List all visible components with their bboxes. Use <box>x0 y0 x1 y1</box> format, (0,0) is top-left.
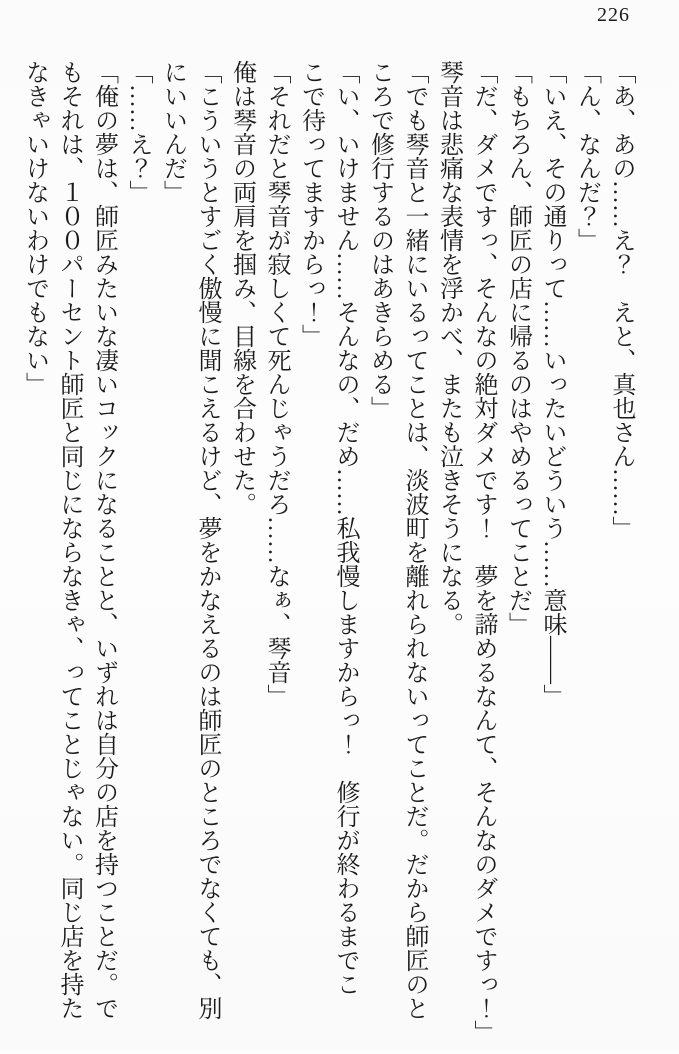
text-line: もそれは、１００パーセント師匠と同じにならなきゃ、ってことじゃない。同じ店を持た <box>56 60 82 1020</box>
text-line: 「あ、あの……え？ えと、真也さん……」 <box>608 60 634 540</box>
text-line: 「……え？」 <box>125 60 151 204</box>
text-line: なきゃいけないわけでもない」 <box>21 60 48 396</box>
text-line: 「こういうとすごく傲慢に聞こえるけど、夢をかなえるのは師匠のところでなくても、別 <box>194 60 220 1020</box>
text-area <box>16 60 638 1054</box>
page-number: 226 <box>597 4 630 26</box>
text-line: 俺は琴音の両肩を掴み、目線を合わせた。 <box>228 60 255 516</box>
text-line: 「いえ、その通りって……いったいどういう……意味――」 <box>539 60 565 708</box>
text-line: 「それだと琴音が寂しくて死んじゃうだろ……なぁ、琴音」 <box>263 60 289 708</box>
text-line: 「ん、なんだ？」 <box>573 60 600 252</box>
text-line: 琴音は悲痛な表情を浮かべ、またも泣きそうになる。 <box>435 60 462 636</box>
text-line: ころで修行するのはあきらめる」 <box>366 60 393 420</box>
text-line: 「俺の夢は、師匠みたいな凄いコックになることと、いずれは自分の店を持つことだ。で <box>90 60 117 1020</box>
text-line: にいいんだ」 <box>159 60 186 204</box>
text-line: 「でも琴音と一緒にいるってことは、淡波町を離れられないってことだ。だから師匠のと <box>401 60 427 1020</box>
text-line: 「だ、ダメですっ、そんなの絶対ダメです！ 夢を諦めるなんて、そんなのダメですっ！」 <box>470 60 496 1044</box>
text-line: こで待ってますからっ！」 <box>297 60 324 348</box>
text-line: 「い、いけません……そんなの、だめ……私我慢しますからっ！ 修行が終わるまでこ <box>332 60 358 996</box>
text-line: 「もちろん、師匠の店に帰るのはやめるってことだ」 <box>504 60 531 636</box>
